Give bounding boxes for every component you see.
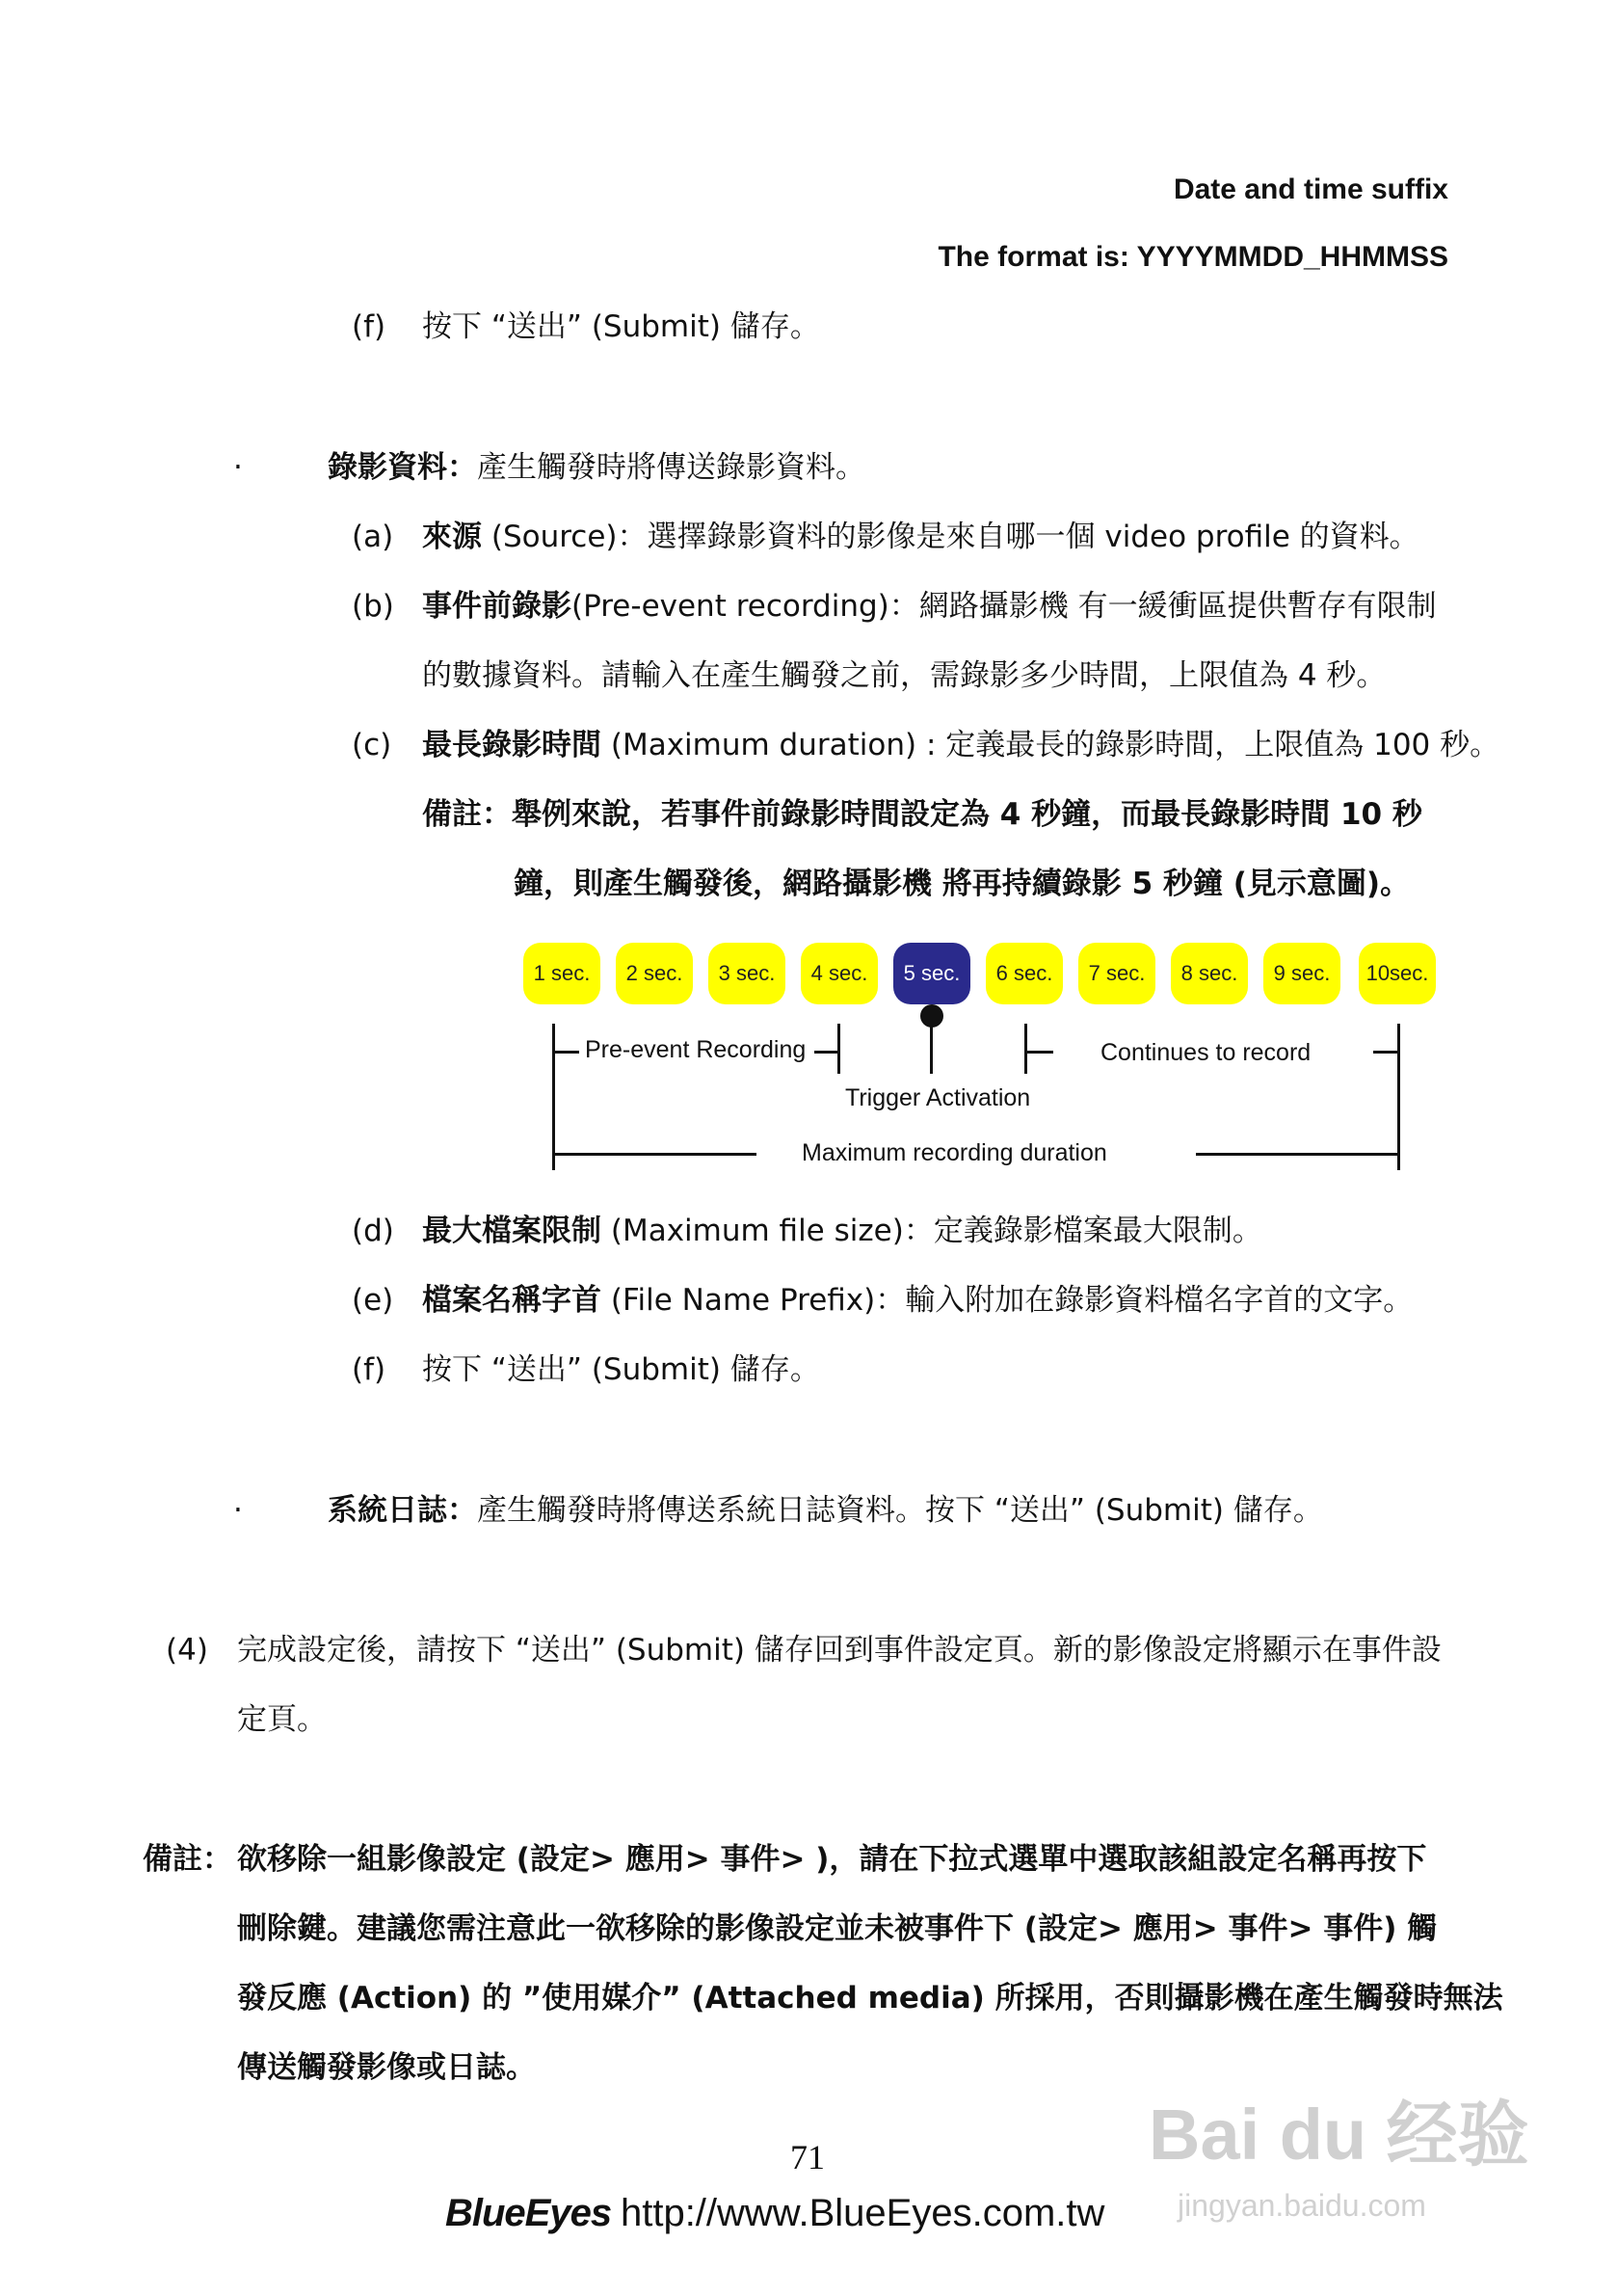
pre-event-label: Pre-event Recording: [585, 1036, 807, 1063]
trigger-dot: [920, 1004, 943, 1028]
item-text: (Maximum file size)：定義錄影檔案最大限制。: [601, 1214, 1262, 1248]
item-file-prefix: [422, 1283, 1414, 1318]
continues-start-line: [1024, 1024, 1027, 1074]
item-pre-event-cont: 的數據資料。請輸入在產生觸發之前，需錄影多少時間，上限值為 4 秒。: [422, 658, 1387, 693]
max-duration-label: Maximum recording duration: [802, 1139, 1107, 1166]
sec-box: 7 sec.: [1078, 943, 1155, 1004]
item-max-file-size: [422, 1216, 1262, 1246]
bullet: ·: [233, 450, 243, 485]
sec-box: 6 sec.: [986, 943, 1063, 1004]
right-bracket-line: [1397, 1024, 1400, 1170]
left-bracket-line: [552, 1024, 555, 1170]
step-text: 按下 “送出” (Submit) 儲存。: [422, 309, 820, 344]
max-duration-line: [1196, 1153, 1397, 1156]
item-marker: (b): [352, 589, 394, 624]
format-line: The format is: YYYYMMDD_HHMMSS: [938, 241, 1448, 273]
item-text: (Maximum duration) : 定義最長的錄影時間，上限值為 100 秒。: [601, 728, 1500, 762]
page-number: 71: [790, 2138, 825, 2176]
suffix-title: Date and time suffix: [1173, 174, 1448, 205]
example-note-line2: 鐘，則產生觸發後，網路攝影機 將再持續錄影 5 秒鐘 (見示意圖)。: [514, 867, 1411, 901]
item-label: 事件前錄影: [422, 589, 571, 624]
sec-box-trigger: 5 sec.: [893, 943, 970, 1004]
item-label: 來源: [422, 520, 482, 554]
trigger-label: Trigger Activation: [845, 1084, 1031, 1111]
step-marker: (f): [352, 309, 386, 344]
sec-box: 2 sec.: [616, 943, 693, 1004]
note-line2: 刪除鍵。建議您需注意此一欲移除的影像設定並未被事件下 (設定> 應用> 事件> 事件) 觸: [237, 1911, 1438, 1946]
item-marker: (d): [352, 1214, 394, 1248]
item-max-duration: [422, 728, 1500, 762]
max-duration-line: [552, 1153, 756, 1156]
note-line1: 欲移除一組影像設定 (設定> 應用> 事件> )，請在下拉式選單中選取該組設定名稱再按下: [237, 1842, 1427, 1877]
bullet: ·: [233, 1493, 243, 1528]
step4-line2: 定頁。: [237, 1702, 327, 1737]
footer: [445, 2194, 1104, 2232]
watermark-logo: Bai du 经验: [1149, 2095, 1529, 2175]
recording-desc: 產生觸發時將傳送錄影資料。: [477, 450, 865, 485]
note-line4: 傳送觸發影像或日誌。: [237, 2050, 536, 2085]
note-label: 備註：: [143, 1842, 232, 1877]
item-text: (Pre-event recording)：網路攝影機 有一緩衝區提供暫存有限制: [571, 589, 1437, 624]
item-text: (Source)：選擇錄影資料的影像是來自哪一個 video profile 的資料。: [482, 520, 1419, 554]
continues-tick: [1373, 1051, 1397, 1054]
sec-box: 8 sec.: [1171, 943, 1248, 1004]
pre-event-tick: [814, 1051, 837, 1054]
trigger-stem: [930, 1026, 933, 1074]
item-marker: (c): [352, 728, 392, 762]
item-label: 檔案名稱字首: [422, 1283, 601, 1318]
recording-heading: [328, 450, 865, 485]
note-line3: 發反應 (Action) 的 ”使用媒介” (Attached media) 所採用，否則攝影機在產生觸發時無法: [237, 1981, 1503, 2016]
continues-label: Continues to record: [1100, 1039, 1312, 1066]
item-submit: 按下 “送出” (Submit) 儲存。: [422, 1352, 820, 1387]
pre-event-end-line: [837, 1024, 840, 1074]
item-label: 最大檔案限制: [422, 1214, 601, 1248]
item-text: (File Name Prefix)：輸入附加在錄影資料檔名字首的文字。: [601, 1283, 1414, 1318]
syslog-label: 系統日誌：: [328, 1493, 477, 1528]
item-label: 最長錄影時間: [422, 728, 601, 762]
item-marker: (e): [352, 1283, 394, 1318]
item-marker: (a): [352, 520, 394, 554]
sec-box: 1 sec.: [523, 943, 600, 1004]
recording-label: 錄影資料：: [328, 450, 477, 485]
sec-box: 3 sec.: [708, 943, 785, 1004]
sec-box: 9 sec.: [1263, 943, 1340, 1004]
syslog-desc: 產生觸發時將傳送系統日誌資料。按下 “送出” (Submit) 儲存。: [477, 1493, 1323, 1528]
footer-url[interactable]: http://www.BlueEyes.com.tw: [620, 2192, 1105, 2234]
syslog-heading: [328, 1493, 1323, 1528]
sec-box: 10sec.: [1359, 943, 1436, 1004]
sec-box: 4 sec.: [801, 943, 878, 1004]
example-note-line1: 備註：舉例來說，若事件前錄影時間設定為 4 秒鐘，而最長錄影時間 10 秒: [422, 797, 1422, 832]
item-pre-event: [422, 589, 1437, 624]
continues-tick: [1024, 1051, 1053, 1054]
step4-marker: (4): [166, 1633, 208, 1668]
pre-event-tick: [552, 1051, 579, 1054]
item-source: [422, 522, 1419, 552]
watermark-url: jingyan.baidu.com: [1178, 2188, 1426, 2223]
item-marker: (f): [352, 1352, 386, 1387]
brand-logo: BlueEyes: [445, 2192, 612, 2234]
step4-line1: 完成設定後，請按下 “送出” (Submit) 儲存回到事件設定頁。新的影像設定將顯示在事件設: [237, 1633, 1442, 1668]
